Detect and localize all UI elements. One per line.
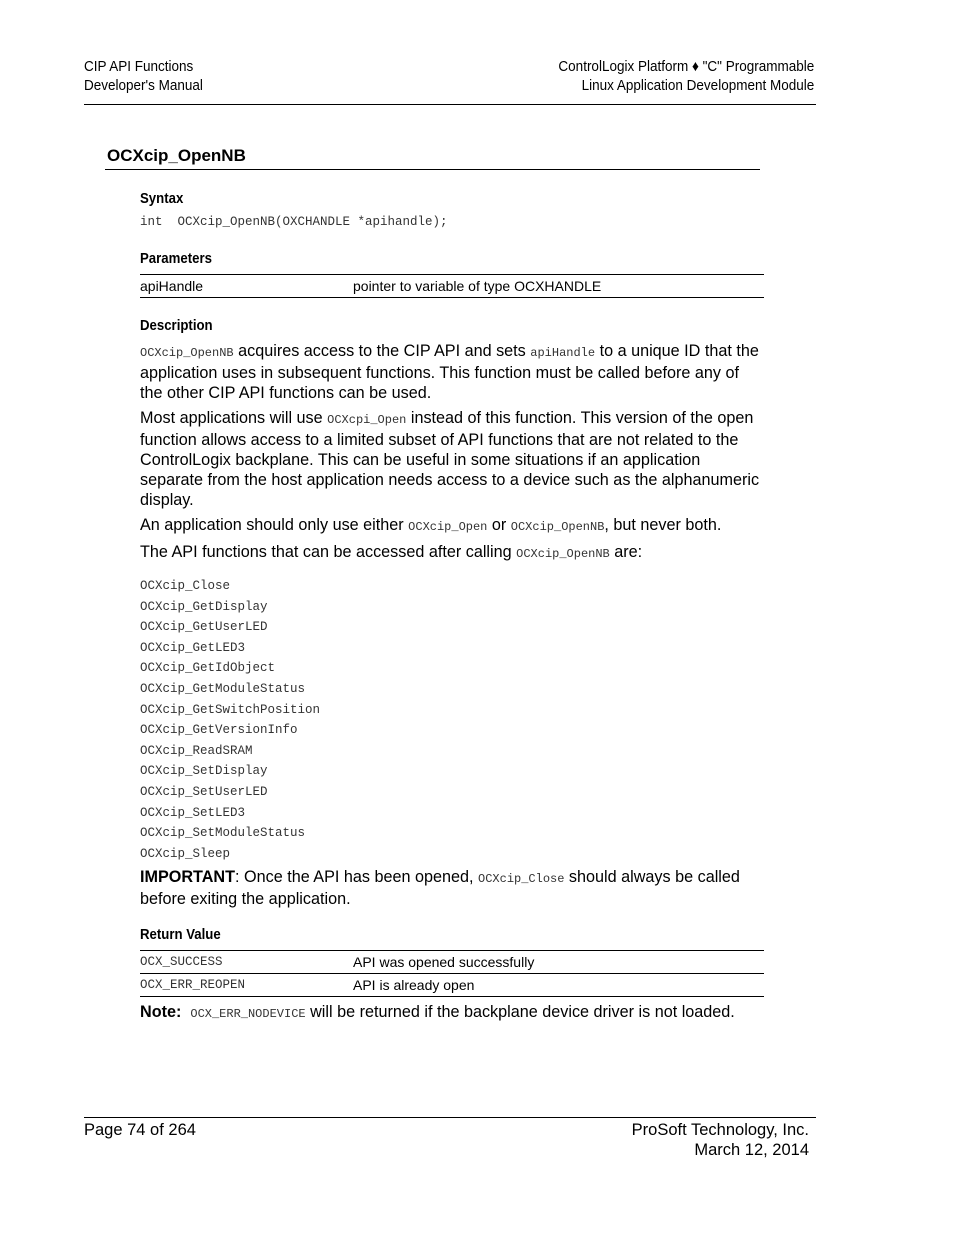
text-run: should always be called before exiting the application. — [140, 868, 740, 908]
header-right — [558, 57, 814, 95]
important-paragraph — [140, 867, 764, 909]
return-code: OCX_SUCCESS — [140, 955, 223, 969]
table-row — [140, 974, 764, 997]
return-desc: API is already open — [353, 977, 475, 993]
inline-code: OCXcip_OpenNB — [516, 547, 610, 561]
inline-code: OCXcip_OpenNB — [140, 346, 234, 360]
inline-code: OCXcip_OpenNB — [510, 520, 605, 534]
list-item: OCXcip_GetVersionInfo — [140, 723, 298, 738]
list-item: OCXcip_Sleep — [140, 846, 231, 861]
list-item: OCXcip_SetModuleStatus — [140, 826, 306, 841]
list-item: OCXcip_SetUserLED — [140, 784, 268, 799]
function-list — [140, 576, 320, 864]
text-run: instead of this function. This version of the open function allows access to a limited subset of API functions that are not related to the ControlLogix backplane. This can be useful in some situations if an application separate from the host application needs access to a device such as the alphanumeric display. — [140, 409, 760, 509]
description-body — [140, 341, 764, 569]
param-desc: pointer to variable of type OCXHANDLE — [353, 278, 602, 294]
footer-date: March 12, 2014 — [694, 1141, 809, 1159]
header-doc-title: CIP API Functions — [84, 58, 194, 75]
text-run: to a unique ID that the application uses in subsequent functions. This function must be called before any of the other CIP API functions can be used. — [140, 342, 759, 402]
header-left — [84, 57, 203, 95]
list-item: OCXcip_GetIdObject — [140, 661, 276, 676]
text-run: An application should only use either — [140, 516, 409, 534]
list-item: OCXcip_Close — [140, 579, 231, 593]
param-name: apiHandle — [140, 278, 204, 294]
table-row — [140, 951, 764, 974]
text-run: , but never both. — [604, 516, 722, 534]
inline-code: OCXcip_Close — [478, 872, 565, 886]
note-label: Note: — [140, 1003, 182, 1021]
text-run: will be returned if the backplane device driver is not loaded. — [305, 1003, 735, 1021]
note — [140, 1002, 764, 1029]
inline-code: OCXcpi_Open — [327, 413, 407, 427]
text-run: are: — [609, 543, 643, 561]
inline-code: OCXcip_Open — [408, 520, 488, 534]
return-desc: API was opened successfully — [353, 954, 535, 970]
syntax-code: int OCXcip_OpenNB(OXCHANDLE *apihandle); — [140, 215, 448, 229]
inline-code: OCX_ERR_NODEVICE — [190, 1007, 306, 1021]
parameters-table — [140, 274, 764, 298]
description-paragraph — [140, 542, 764, 564]
description-paragraph — [140, 408, 764, 510]
list-item: OCXcip_ReadSRAM — [140, 743, 253, 758]
return-code: OCX_ERR_REOPEN — [140, 978, 246, 992]
text-run: acquires access to the CIP API and sets — [233, 342, 531, 360]
header-rule — [84, 104, 816, 105]
header-platform: ControlLogix Platform ♦ "C" Programmable — [558, 58, 814, 75]
list-item: OCXcip_GetLED3 — [140, 640, 246, 655]
description-paragraph — [140, 515, 764, 537]
list-item: OCXcip_GetUserLED — [140, 620, 268, 635]
page-number: Page 74 of 264 — [84, 1121, 196, 1139]
return-value-heading: Return Value — [140, 926, 221, 943]
note-paragraph — [140, 1002, 764, 1024]
function-title: OCXcip_OpenNB — [107, 146, 246, 165]
list-item: OCXcip_GetDisplay — [140, 599, 268, 614]
important-label: IMPORTANT — [140, 868, 236, 886]
text-run: : Once the API has been opened, — [235, 868, 479, 886]
footer-right — [632, 1120, 809, 1160]
footer-company: ProSoft Technology, Inc. — [631, 1121, 809, 1139]
list-item: OCXcip_SetLED3 — [140, 805, 246, 820]
syntax-heading: Syntax — [140, 190, 184, 207]
list-item: OCXcip_GetModuleStatus — [140, 681, 306, 696]
parameters-heading: Parameters — [140, 250, 212, 267]
text-run: The API functions that can be accessed after calling — [140, 543, 517, 561]
header-doc-subtitle: Developer's Manual — [84, 77, 203, 94]
inline-code: apiHandle — [530, 346, 596, 360]
important-note — [140, 867, 764, 914]
text-run: or — [487, 516, 511, 534]
text-run: Most applications will use — [140, 409, 328, 427]
list-item: OCXcip_SetDisplay — [140, 764, 268, 779]
list-item: OCXcip_GetSwitchPosition — [140, 702, 321, 717]
description-heading: Description — [140, 317, 213, 334]
table-row — [140, 275, 764, 298]
footer-rule — [84, 1117, 816, 1118]
header-module: Linux Application Development Module — [581, 77, 814, 94]
title-underline — [105, 169, 760, 170]
description-paragraph — [140, 341, 764, 403]
return-value-table — [140, 950, 764, 997]
